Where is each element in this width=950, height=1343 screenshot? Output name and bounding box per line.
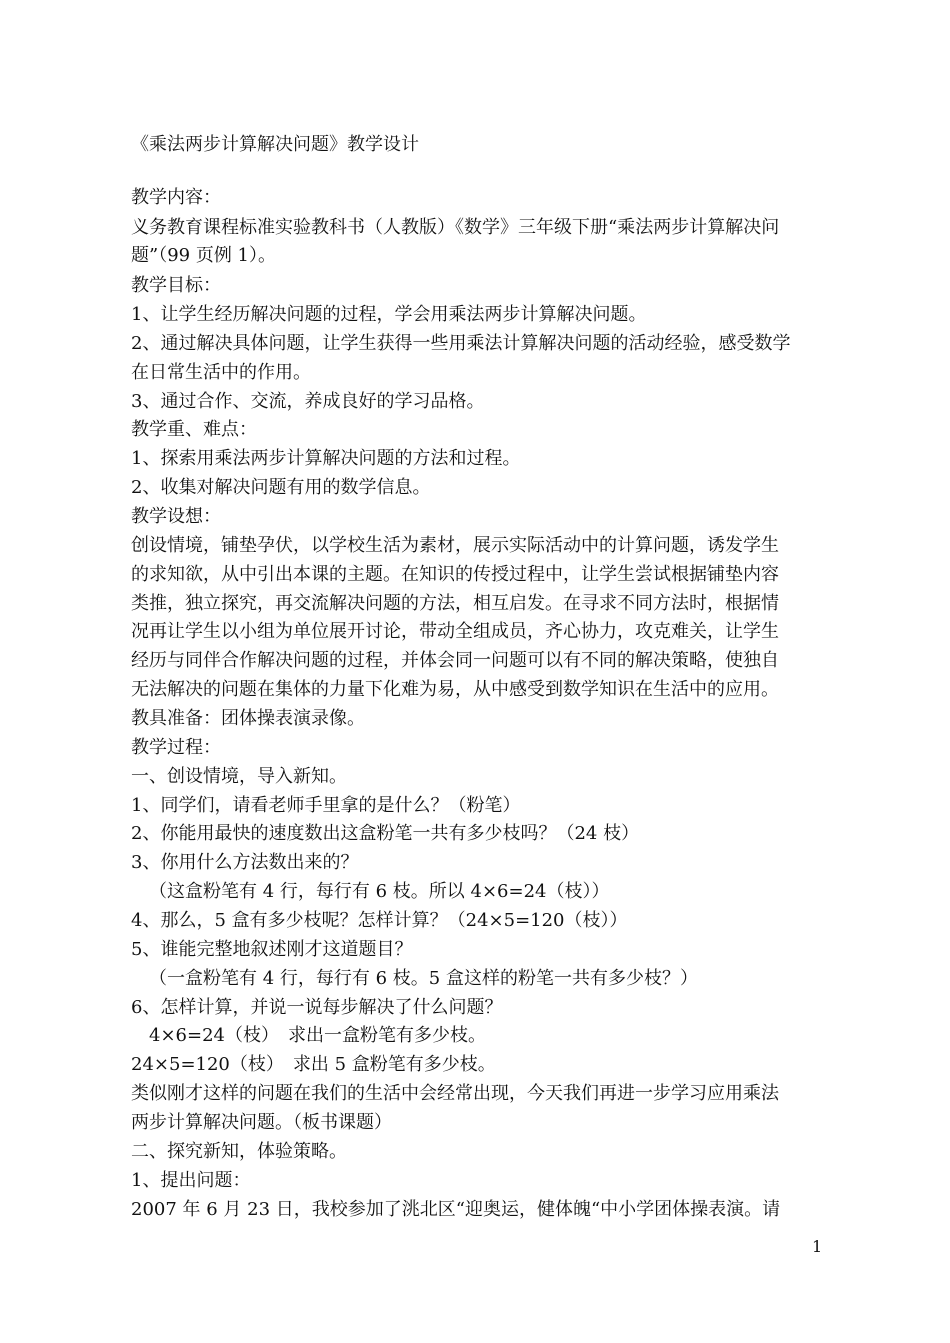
- paragraph-line: 类似刚才这样的问题在我们的生活中会经常出现，今天我们再进一步学习应用乘法: [131, 1083, 779, 1104]
- paragraph-line: 经历与同伴合作解决问题的过程，并体会同一问题可以有不同的解决策略，使独自: [131, 650, 779, 671]
- paragraph-line: 3、你用什么方法数出来的？: [131, 852, 359, 873]
- paragraph-line: 1、同学们，请看老师手里拿的是什么？（粉笔）: [131, 795, 521, 816]
- paragraph-line: 1、让学生经历解决问题的过程，学会用乘法两步计算解决问题。: [131, 304, 647, 325]
- paragraph-line: 1、提出问题：: [131, 1170, 251, 1191]
- paragraph-line: 24×5=120（枝） 求出 5 盒粉笔有多少枝。: [131, 1054, 496, 1075]
- section-heading: 教学设想：: [131, 506, 221, 527]
- paragraph-line: 6、怎样计算，并说一说每步解决了什么问题？: [131, 997, 503, 1018]
- paragraph-line: （一盒粉笔有 4 行，每行有 6 枝。5 盒这样的粉笔一共有多少枝？）: [149, 968, 698, 989]
- paragraph-line: 4、那么，5 盒有多少枝呢？怎样计算？（24×5=120（枝））: [131, 910, 628, 931]
- paragraph-line: 2、通过解决具体问题，让学生获得一些用乘法计算解决问题的活动经验，感受数学: [131, 333, 791, 354]
- paragraph-line: 义务教育课程标准实验教科书（人教版）《数学》三年级下册“乘法两步计算解决问: [131, 217, 780, 238]
- paragraph-line: 一、创设情境，导入新知。: [131, 766, 347, 787]
- paragraph-line: 教具准备：团体操表演录像。: [131, 708, 365, 729]
- paragraph-line: 2、收集对解决问题有用的数学信息。: [131, 477, 431, 498]
- page-number: 1: [812, 1237, 823, 1256]
- paragraph-line: 两步计算解决问题。（板书课题）: [131, 1112, 392, 1133]
- paragraph-line: 在日常生活中的作用。: [131, 362, 311, 383]
- paragraph-line: 1、探索用乘法两步计算解决问题的方法和过程。: [131, 448, 521, 469]
- paragraph-line: （这盒粉笔有 4 行，每行有 6 枝。所以 4×6=24（枝））: [149, 881, 610, 902]
- paragraph-line: 2007 年 6 月 23 日，我校参加了洮北区“迎奥运，健体魄“中小学团体操表演。请: [131, 1199, 781, 1220]
- paragraph-line: 况再让学生以小组为单位展开讨论，带动全组成员，齐心协力，攻克难关，让学生: [131, 621, 779, 642]
- section-heading: 教学过程：: [131, 737, 221, 758]
- paragraph-line: 创设情境，铺垫孕伏，以学校生活为素材，展示实际活动中的计算问题，诱发学生: [131, 535, 779, 556]
- paragraph-line: 二、探究新知，体验策略。: [131, 1141, 347, 1162]
- document-title: 《乘法两步计算解决问题》教学设计: [131, 134, 419, 155]
- paragraph-line: 的求知欲，从中引出本课的主题。在知识的传授过程中，让学生尝试根据铺垫内容: [131, 564, 779, 585]
- section-heading: 教学重、难点：: [131, 419, 257, 440]
- paragraph-line: 2、你能用最快的速度数出这盒粉笔一共有多少枝吗？（24 枝）: [131, 823, 640, 844]
- paragraph-line: 3、通过合作、交流，养成良好的学习品格。: [131, 391, 485, 412]
- section-heading: 教学目标：: [131, 275, 221, 296]
- paragraph-line: 无法解决的问题在集体的力量下化难为易，从中感受到数学知识在生活中的应用。: [131, 679, 779, 700]
- paragraph-line: 类推，独立探究，再交流解决问题的方法，相互启发。在寻求不同方法时，根据情: [131, 593, 779, 614]
- paragraph-line: 5、谁能完整地叙述刚才这道题目？: [131, 939, 413, 960]
- section-heading: 教学内容：: [131, 187, 221, 208]
- paragraph-line: 题”（99 页例 1）。: [131, 245, 277, 266]
- paragraph-line: 4×6=24（枝） 求出一盒粉笔有多少枝。: [149, 1025, 486, 1046]
